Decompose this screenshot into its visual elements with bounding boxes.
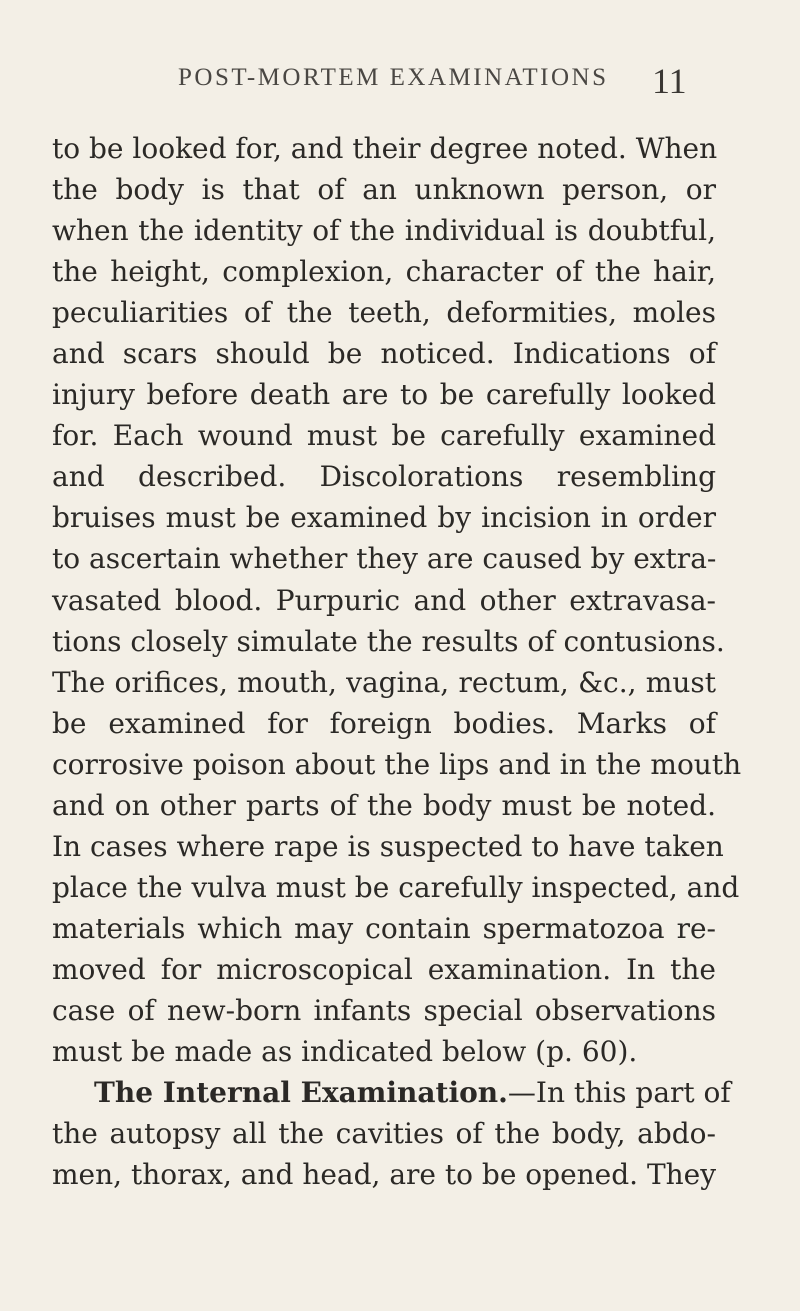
text-line: men, thorax, and head, are to be opened. They	[52, 1158, 717, 1192]
text-line: must be made as indicated below (p. 60).	[52, 1035, 638, 1069]
text-line: peculiarities of the teeth, deformities, moles	[52, 296, 716, 330]
text-line: bruises must be examined by incision in order	[52, 501, 716, 535]
text-line: place the vulva must be carefully inspected, and	[52, 870, 740, 904]
text-line: moved for microscopical examination. In the	[52, 952, 716, 986]
text-line: the body is that of an unknown person, or	[52, 173, 716, 207]
text-line: case of new-born infants special observations	[52, 993, 716, 1027]
text-line: injury before death are to be carefully looked	[52, 378, 716, 412]
text-line: In cases where rape is suspected to have taken	[52, 829, 724, 863]
section-heading: The Internal Examination.	[94, 1076, 508, 1110]
section-first-line-text: —In this part of	[507, 1076, 731, 1110]
section-first-line	[52, 1072, 731, 1113]
text-line: The orifices, mouth, vagina, rectum, &c., must	[52, 665, 716, 699]
page-number: 11	[652, 61, 687, 101]
text-line: the height, complexion, character of the hair,	[52, 255, 716, 289]
page-header	[0, 60, 800, 100]
text-line: when the identity of the individual is doubtful,	[52, 214, 716, 248]
running-title: POST-MORTEM EXAMINATIONS	[178, 64, 609, 91]
text-line: and described. Discolorations resembling	[52, 460, 716, 494]
text-line: to be looked for, and their degree noted. When	[52, 132, 718, 165]
text-line: tions closely simulate the results of contusions.	[52, 624, 725, 658]
body-text	[52, 128, 742, 1195]
text-line: and scars should be noticed. Indications of	[52, 337, 716, 371]
text-line: corrosive poison about the lips and in the mouth	[52, 747, 742, 781]
text-line: materials which may contain spermatozoa re-	[52, 911, 716, 945]
text-line: and on other parts of the body must be noted.	[52, 788, 716, 822]
text-line: be examined for foreign bodies. Marks of	[52, 706, 716, 740]
text-line: vasated blood. Purpuric and other extravasa-	[52, 583, 716, 617]
text-line: for. Each wound must be carefully examined	[52, 419, 716, 453]
text-line: to ascertain whether they are caused by extra-	[52, 542, 717, 576]
text-line: the autopsy all the cavities of the body, abdo-	[52, 1117, 716, 1151]
